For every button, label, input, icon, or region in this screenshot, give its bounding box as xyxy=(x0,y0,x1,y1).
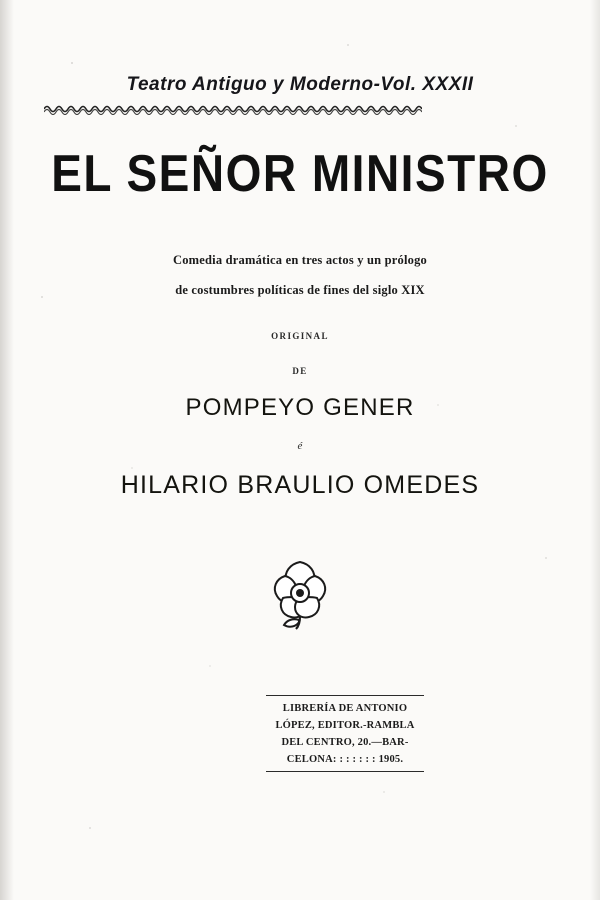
author-conjunction: é xyxy=(297,440,303,452)
de-label: DE xyxy=(292,366,308,376)
wavy-divider-ornament xyxy=(44,103,422,115)
page-title: EL SEÑOR MINISTRO xyxy=(51,143,549,203)
publisher-imprint xyxy=(266,695,424,772)
author-primary: POMPEYO GENER xyxy=(185,394,415,421)
series-line: Teatro Antiguo y Moderno-Vol. XXXII xyxy=(126,74,474,95)
publisher-line-3: DEL CENTRO, 20.—BAR- xyxy=(281,737,409,748)
publisher-line-1: LIBRERÍA DE ANTONIO xyxy=(282,703,408,714)
author-secondary: HILARIO BRAULIO OMEDES xyxy=(120,471,480,499)
original-label: ORIGINAL xyxy=(271,331,329,341)
subtitle-line-1: Comedia dramática en tres actos y un prólogo xyxy=(172,253,428,267)
publisher-line-2: LÓPEZ, EDITOR.-RAMBLA xyxy=(275,720,415,731)
flower-ornament-icon xyxy=(0,552,600,632)
subtitle-line-2: de costumbres políticas de fines del siglo XIX xyxy=(175,283,425,297)
publisher-line-4: CELONA: : : : : : : 1905. xyxy=(286,754,404,765)
